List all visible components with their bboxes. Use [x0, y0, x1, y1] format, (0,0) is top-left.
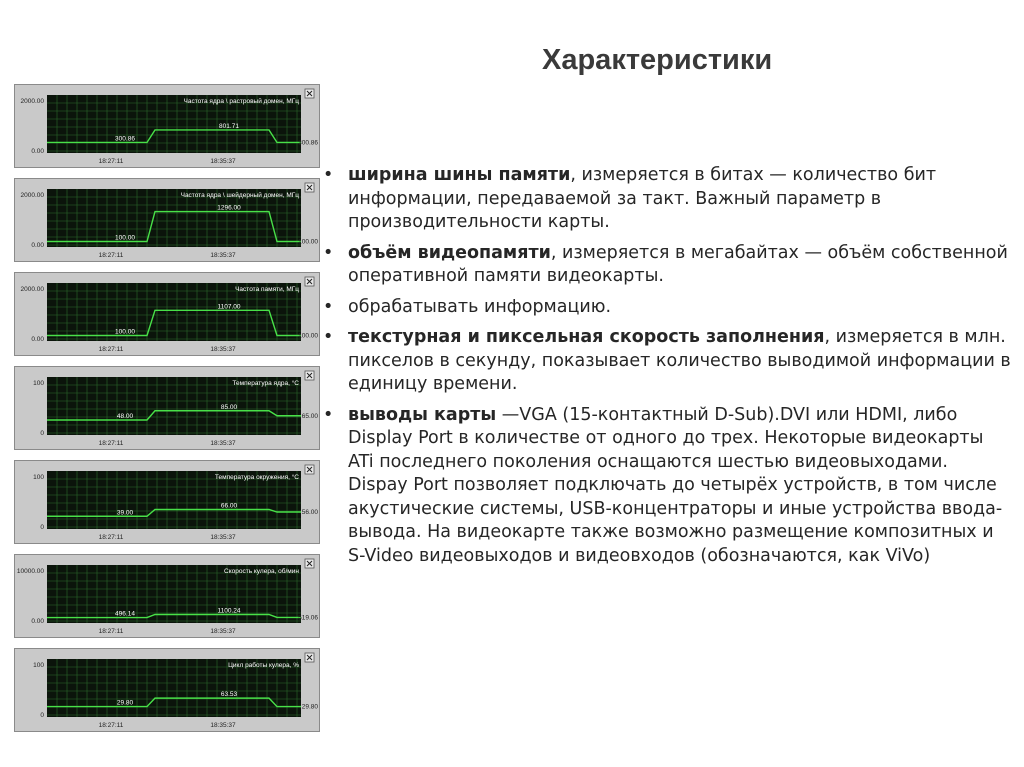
value-left-label: 39.00: [116, 509, 134, 517]
value-right-label: 100.00: [298, 238, 318, 246]
time-end-label: 18:35:37: [210, 722, 236, 729]
bullet-text: —VGA (15-контактный D-Sub).DVI или HDMI, либо Display Port в количестве от одного до трех. Некоторые видеокарты ATi последнего поколения оснащаются шестью видеовыходами. Dispay Port позволяет подключать до четырёх устройств, в том числе акустические системы, USB-концентраторы и иные устройства ввода-вывода. На видеокарте также возможно размещение композитных и S-Video видеовыходов и видеовходов (обозначаются, как ViVo): [348, 404, 1003, 566]
time-start-label: 18:27:11: [98, 722, 124, 729]
value-left-label: 300.86: [115, 135, 135, 143]
time-end-label: 18:35:37: [210, 440, 236, 447]
bullet-term: объём видеопамяти: [348, 242, 551, 263]
graph-label: Скорость кулера, об/мин: [224, 568, 299, 575]
y-min-label: 0.00: [31, 618, 44, 625]
graph-label: Частота ядра \ растровый домен, МГц: [183, 98, 299, 105]
graph-panel-core-temp: [14, 366, 320, 450]
value-left-label: 29.80: [116, 699, 134, 707]
value-mid-label: 1100.24: [217, 607, 241, 615]
bullet-term: выводы карты: [348, 404, 497, 425]
y-max-label: 2000.00: [20, 98, 44, 105]
y-min-label: 0.00: [31, 336, 44, 343]
value-right-label: 300.86: [298, 139, 318, 147]
graph-svg: [15, 273, 321, 357]
y-min-label: 0.00: [31, 242, 44, 249]
bullet-term: ширина шины памяти: [348, 165, 571, 185]
value-left-label: 100.00: [115, 328, 135, 336]
graph-svg: [15, 85, 321, 169]
graph-label: Цикл работы кулера, %: [228, 662, 299, 669]
value-mid-label: 66.00: [220, 502, 238, 510]
time-end-label: 18:35:37: [210, 346, 236, 353]
monitoring-graphs: [14, 84, 320, 734]
y-min-label: 0: [40, 712, 44, 719]
slide-title: Характеристики: [542, 44, 773, 76]
value-right-label: 100.00: [298, 332, 318, 340]
time-start-label: 18:27:11: [98, 346, 124, 353]
time-start-label: 18:27:11: [98, 158, 124, 165]
time-start-label: 18:27:11: [98, 440, 124, 447]
time-end-label: 18:35:37: [210, 252, 236, 259]
graph-label: Температура ядра, °С: [232, 380, 299, 387]
graph-label: Температура окружения, °С: [214, 474, 299, 481]
bullet-text: , измеряется в битах — количество бит информации, передаваемой за такт. Важный параметр в производительности карты.: [348, 165, 937, 232]
graph-svg: [15, 649, 321, 733]
bullet-term: текстурная и пиксельная скорость заполнения: [348, 327, 825, 347]
graph-panel-memory-clock: [14, 272, 320, 356]
value-mid-label: 85.00: [220, 403, 238, 411]
value-left-label: 496.14: [115, 610, 135, 618]
value-right-label: 56.00: [301, 509, 318, 516]
y-max-label: 2000.00: [20, 192, 44, 199]
time-end-label: 18:35:37: [210, 158, 236, 165]
y-max-label: 100: [33, 474, 44, 481]
value-left-label: 100.00: [115, 234, 135, 242]
value-left-label: 48.00: [116, 413, 134, 420]
y-min-label: 0.00: [31, 148, 44, 155]
time-start-label: 18:27:11: [98, 252, 124, 259]
graph-svg: [15, 367, 321, 451]
graph-panel-ambient-temp: [14, 460, 320, 544]
value-mid-label: 1296.00: [217, 204, 241, 212]
bullet-text: обрабатывать информацию.: [348, 296, 612, 317]
value-right-label: 65.00: [301, 412, 318, 420]
y-max-label: 100: [33, 380, 44, 387]
graph-panel-fan-speed: [14, 554, 320, 638]
y-min-label: 0: [40, 524, 44, 531]
graph-panel-fan-duty: [14, 648, 320, 732]
y-min-label: 0: [40, 430, 44, 437]
bullet-text: , измеряется в млн. пикселов в секунду, показывает количество выводимой информации в единицу времени.: [348, 327, 1011, 394]
graph-svg: [15, 461, 321, 545]
bullet-text: , измеряется в мегабайтах — объём собственной оперативной памяти видеокарты.: [348, 242, 1008, 286]
value-right-label: 29.80: [301, 703, 318, 711]
bullet-item: [323, 164, 1013, 235]
bullet-item: [323, 326, 1013, 397]
y-max-label: 10000.00: [16, 568, 44, 575]
bullet-list: [323, 164, 1013, 575]
value-mid-label: 801.71: [219, 122, 239, 130]
value-mid-label: 1107.00: [217, 303, 241, 311]
value-right-label: 519.06: [298, 614, 318, 622]
time-end-label: 18:35:37: [210, 628, 236, 635]
time-end-label: 18:35:37: [210, 534, 236, 541]
graph-svg: [15, 179, 321, 263]
time-start-label: 18:27:11: [98, 628, 124, 635]
graph-label: Частота памяти, МГц: [235, 286, 299, 293]
time-start-label: 18:27:11: [98, 534, 124, 541]
graph-svg: [15, 555, 321, 639]
graph-panel-core-shader: [14, 178, 320, 262]
graph-panel-core-raster: [14, 84, 320, 168]
bullet-item: [323, 242, 1013, 289]
y-max-label: 2000.00: [20, 286, 44, 293]
value-mid-label: 63.53: [220, 691, 238, 699]
y-max-label: 100: [33, 662, 44, 669]
bullet-item: [323, 296, 1013, 320]
graph-label: Частота ядра \ шейдерный домен, МГц: [180, 192, 299, 199]
bullet-item: [323, 404, 1013, 569]
